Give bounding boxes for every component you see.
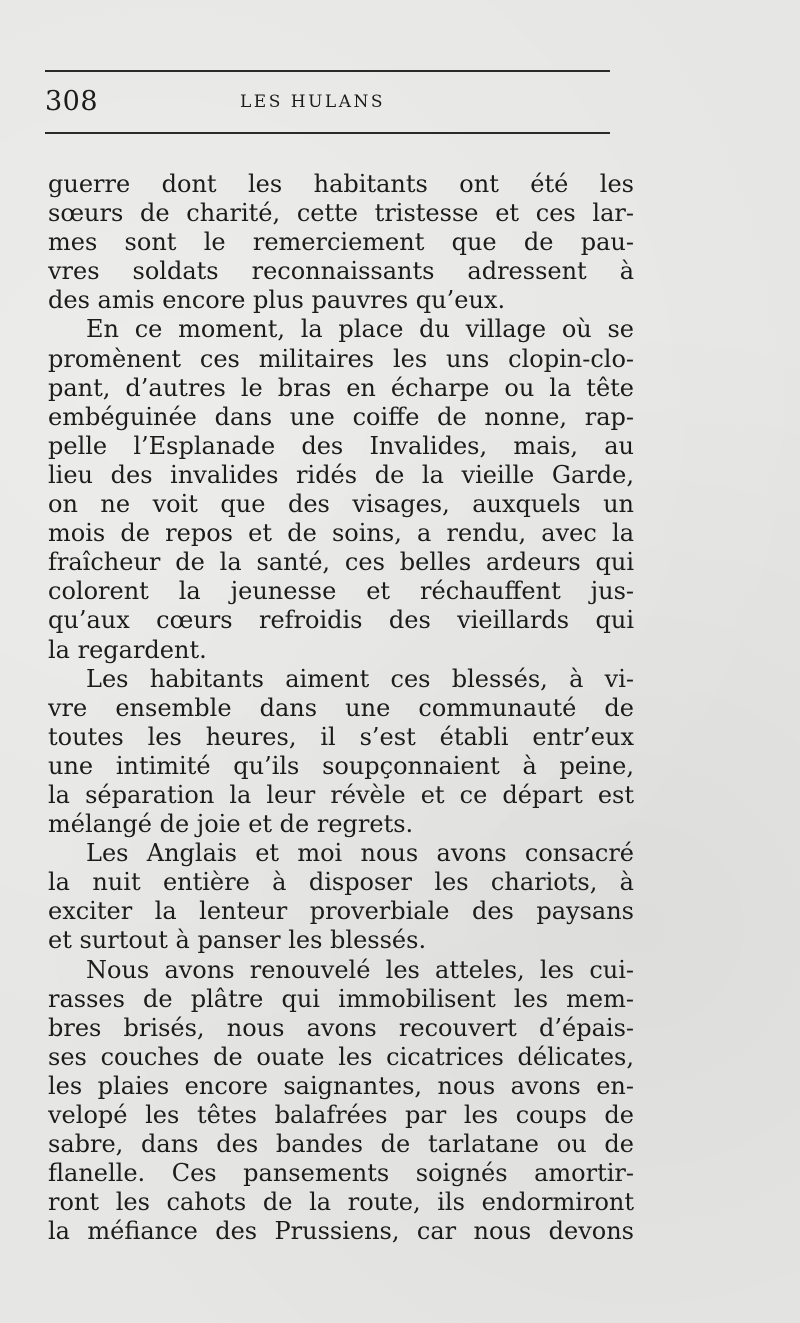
text-line: mélangé de joie et de regrets. [48, 810, 414, 839]
text-line: mois de repos et de soins, a rendu, avec la [48, 519, 634, 548]
text-line: vre ensemble dans une communauté de [48, 693, 634, 722]
text-line: exciter la lenteur proverbiale des paysans [48, 897, 634, 926]
text-line: lieu des invalides ridés de la vieille Garde, [48, 460, 634, 489]
text-line: la regardent. [48, 635, 207, 664]
text-line: pelle l’Esplanade des Invalides, mais, au [48, 431, 634, 460]
text-line: embéguinée dans une coiffe de nonne, rap- [48, 402, 634, 431]
text-line: la séparation la leur révèle et ce départ est [48, 780, 634, 809]
header-rule-top [45, 70, 610, 72]
text-line: flanelle. Ces pansements soignés amortir- [48, 1159, 634, 1188]
running-head: LES HULANS [240, 92, 385, 112]
text-line: on ne voit que des visages, auxquels un [48, 490, 634, 519]
text-line: la nuit entière à disposer les chariots, à [48, 868, 634, 897]
text-line: pant, d’autres le bras en écharpe ou la tête [48, 373, 634, 402]
page-number: 308 [45, 86, 99, 117]
text-line: les plaies encore saignantes, nous avons en- [48, 1071, 634, 1100]
page-header [45, 84, 610, 120]
text-line: ront les cahots de la route, ils endormiront [48, 1188, 634, 1217]
text-line: promènent ces militaires les uns clopin-clo- [48, 344, 634, 373]
text-line: la méfiance des Prussiens, car nous devons [48, 1217, 634, 1246]
text-line: sabre, dans des bandes de tarlatane ou de [48, 1130, 634, 1159]
text-line: velopé les têtes balafrées par les coups de [48, 1101, 634, 1129]
text-line: des amis encore plus pauvres qu’eux. [48, 286, 506, 315]
header-rule-bottom [45, 132, 610, 134]
text-line: mes sont le remerciement que de pau- [48, 228, 634, 257]
text-line: fraîcheur de la santé, ces belles ardeurs qui [48, 548, 634, 577]
text-line: vres soldats reconnaissants adressent à [48, 257, 634, 286]
text-line: ses couches de ouate les cicatrices délicates, [48, 1042, 634, 1071]
text-line: Nous avons renouvelé les atteles, les cui- [86, 955, 634, 984]
text-line: rasses de plâtre qui immobilisent les mem- [48, 984, 634, 1013]
text-line: En ce moment, la place du village où se [86, 315, 634, 344]
text-line: Les habitants aiment ces blessés, à vi- [86, 664, 634, 693]
text-line: colorent la jeunesse et réchauffent jus- [48, 577, 634, 606]
text-line: Les Anglais et moi nous avons consacré [86, 839, 634, 868]
text-line: une intimité qu’ils soupçonnaient à peine, [48, 751, 634, 780]
text-line: toutes les heures, il s’est établi entr’eux [48, 722, 634, 751]
text-line: qu’aux cœurs refroidis des vieillards qui [48, 606, 634, 635]
text-line: et surtout à panser les blessés. [48, 926, 427, 955]
text-line: bres brisés, nous avons recouvert d’épais- [48, 1013, 634, 1042]
text-line: guerre dont les habitants ont été les [48, 170, 634, 198]
text-line: sœurs de charité, cette tristesse et ces lar- [48, 199, 634, 228]
body-text [48, 170, 634, 1246]
